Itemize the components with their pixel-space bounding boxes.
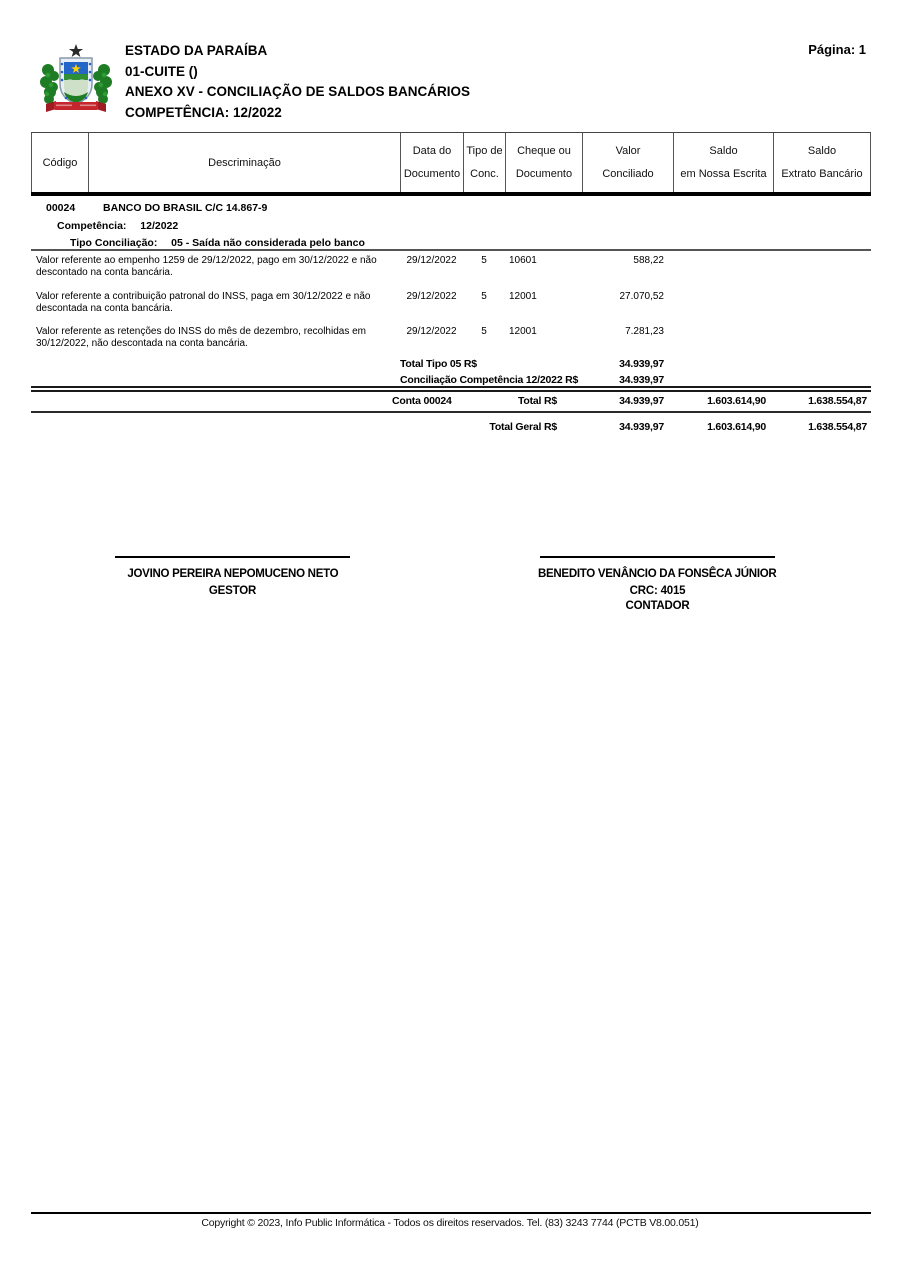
col-descriminacao: Descriminação bbox=[88, 133, 400, 192]
footer-copyright: Copyright © 2023, Info Public Informática - Todos os direitos reservados. Tel. (83) 3243 7744 (PCTB V8.00.051) bbox=[201, 1217, 699, 1229]
account-total-label: Conta 00024 bbox=[392, 395, 452, 407]
competence-row bbox=[57, 220, 178, 232]
section-divider bbox=[31, 249, 871, 251]
report-title: ANEXO XV - CONCILIAÇÃO DE SALDOS BANCÁRIOS bbox=[125, 84, 471, 99]
account-saldo-extrato: 1.638.554,87 bbox=[808, 395, 867, 407]
account-header bbox=[46, 202, 267, 214]
row-document: 12001 bbox=[509, 291, 537, 302]
report-competence: COMPETÊNCIA: 12/2022 bbox=[125, 104, 282, 120]
signer-role: GESTOR bbox=[208, 585, 257, 597]
grand-total-divider bbox=[31, 411, 871, 413]
signature-left bbox=[85, 564, 380, 597]
col-tipo-conc: Tipo de Conc. bbox=[463, 133, 505, 192]
row-valor-conciliado: 27.070,52 bbox=[619, 291, 664, 302]
total-tipo-value: 34.939,97 bbox=[619, 358, 664, 370]
col-saldo-escrita: Saldo em Nossa Escrita bbox=[673, 133, 773, 192]
table-header bbox=[31, 132, 871, 196]
grand-total-label: Total Geral R$ bbox=[489, 421, 557, 433]
org-name: ESTADO DA PARAÍBA bbox=[125, 43, 268, 58]
grand-saldo-extrato: 1.638.554,87 bbox=[808, 421, 867, 433]
page-number: Página: 1 bbox=[808, 42, 866, 57]
col-saldo-extrato: Saldo Extrato Bancário bbox=[773, 133, 871, 192]
row-date: 29/12/2022 bbox=[406, 326, 457, 337]
total-tipo-label: Total Tipo 05 R$ bbox=[400, 358, 477, 370]
tipo-conciliacao-row bbox=[70, 237, 365, 249]
col-codigo: Código bbox=[31, 133, 88, 192]
signature-right bbox=[505, 564, 810, 612]
account-total-rs-label: Total R$ bbox=[517, 395, 557, 407]
row-description: Valor referente a contribuição patronal do INSS, paga em 30/12/2022 e não descontada na conta bancária. bbox=[36, 291, 371, 314]
row-conc-type: 5 bbox=[481, 326, 487, 337]
row-description: Valor referente as retenções do INSS do mês de dezembro, recolhidas em 30/12/2022, não descontada na conta bancária. bbox=[36, 326, 366, 349]
row-document: 10601 bbox=[509, 255, 537, 266]
competence-value: 12/2022 bbox=[140, 220, 179, 232]
col-valor-conciliado: Valor Conciliado bbox=[582, 133, 673, 192]
signature-line-left bbox=[115, 556, 350, 558]
col-data-documento: Data do Documento bbox=[400, 133, 463, 192]
row-date: 29/12/2022 bbox=[406, 255, 457, 266]
account-total-valor: 34.939,97 bbox=[619, 395, 664, 407]
tipo-conciliacao-value: 05 - Saída não considerada pelo banco bbox=[171, 237, 365, 249]
row-valor-conciliado: 588,22 bbox=[633, 255, 664, 266]
signature-line-right bbox=[540, 556, 775, 558]
tipo-conciliacao-label: Tipo Conciliação: bbox=[70, 237, 158, 249]
signer-name: BENEDITO VENÂNCIO DA FONSÊCA JÚNIOR bbox=[538, 566, 777, 580]
row-date: 29/12/2022 bbox=[406, 291, 457, 302]
row-description: Valor referente ao empenho 1259 de 29/12/2022, pago em 30/12/2022 e não descontado na conta bancária. bbox=[36, 255, 377, 278]
grand-total-valor: 34.939,97 bbox=[619, 421, 664, 433]
signer-role: CONTADOR bbox=[625, 600, 690, 612]
conciliacao-value: 34.939,97 bbox=[619, 374, 664, 386]
paraiba-coat-of-arms-icon bbox=[40, 42, 112, 116]
competence-label: Competência: bbox=[57, 220, 127, 232]
row-document: 12001 bbox=[509, 326, 537, 337]
row-conc-type: 5 bbox=[481, 255, 487, 266]
account-code: 00024 bbox=[46, 202, 76, 214]
account-saldo-escrita: 1.603.614,90 bbox=[707, 395, 766, 407]
conciliacao-label: Conciliação Competência 12/2022 R$ bbox=[400, 374, 579, 386]
footer-divider bbox=[31, 1212, 871, 1214]
row-valor-conciliado: 7.281,23 bbox=[625, 326, 664, 337]
report-header bbox=[125, 41, 685, 123]
col-cheque-documento: Cheque ou Documento bbox=[505, 133, 582, 192]
grand-saldo-escrita: 1.603.614,90 bbox=[707, 421, 766, 433]
account-name: BANCO DO BRASIL C/C 14.867-9 bbox=[103, 202, 268, 214]
totals-divider-double bbox=[31, 386, 871, 392]
row-conc-type: 5 bbox=[481, 291, 487, 302]
signer-crc: CRC: 4015 bbox=[629, 585, 686, 597]
entity-name: 01-CUITE () bbox=[125, 63, 198, 79]
signer-name: JOVINO PEREIRA NEPOMUCENO NETO bbox=[127, 566, 338, 580]
